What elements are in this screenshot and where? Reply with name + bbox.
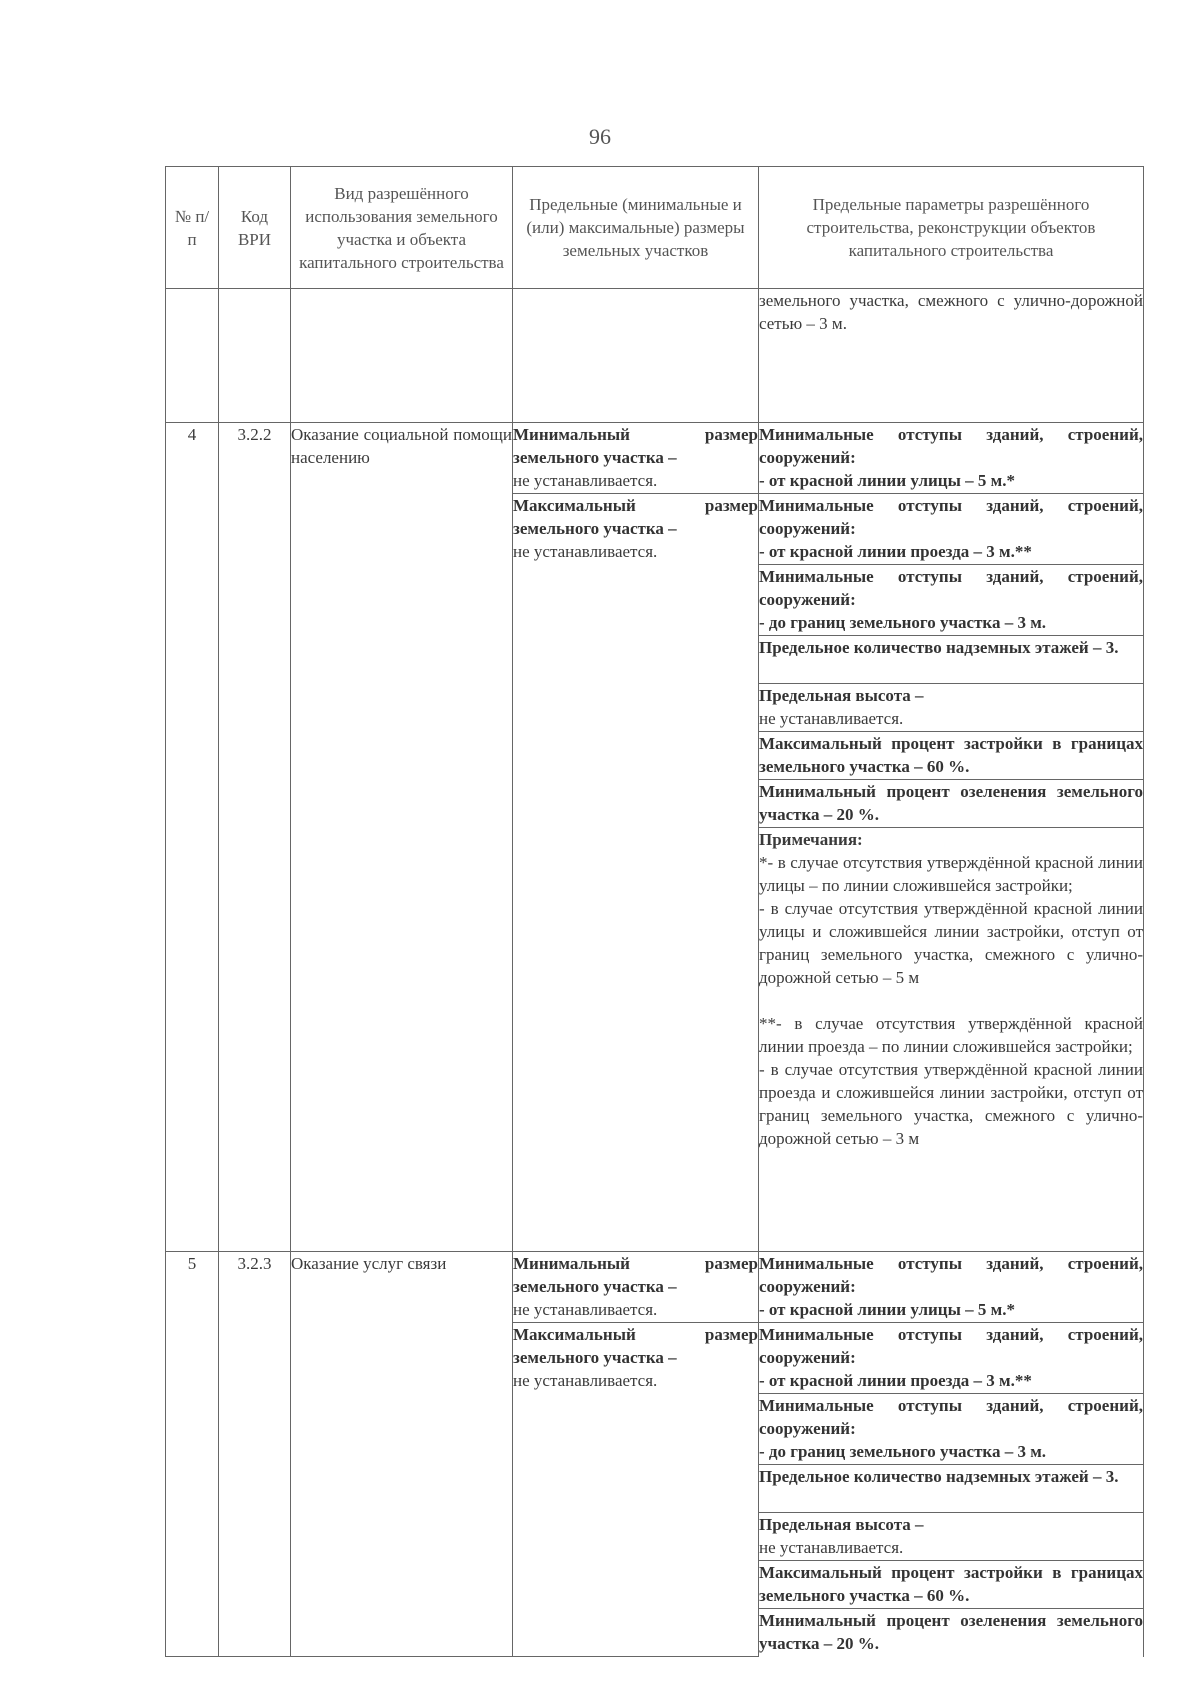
min-plot-size-value: не устанавливается.: [513, 471, 658, 490]
param-title: Предельная высота –: [759, 686, 924, 705]
param-value: - до границ земельного участка – 3 м.: [759, 613, 1047, 632]
param-offset-street: [759, 1252, 1144, 1323]
max-plot-size-title: Максимальный размер земельного участка –: [513, 1325, 758, 1367]
max-plot-size-title: Максимальный размер земельного участка –: [513, 496, 758, 538]
param-title: Минимальные отступы зданий, строений, сооружений:: [759, 425, 1143, 467]
param-greening: [759, 780, 1144, 828]
param-value: - от красной линии проезда – 3 м.**: [759, 542, 1032, 561]
row-number: 5: [166, 1252, 219, 1657]
note-text: - в случае отсутствия утверждённой красной линии улицы и сложившейся линии застройки, отступ от границ земельного участка, смежного с улично-дорожной сетью – 5 м: [759, 899, 1143, 987]
notes-title: Примечания:: [759, 830, 863, 849]
param-title: Минимальные отступы зданий, строений, сооружений:: [759, 1254, 1143, 1296]
row-number: 4: [166, 423, 219, 1252]
param-title: Максимальный процент застройки в границах земельного участка – 60 %.: [759, 734, 1143, 776]
notes: [759, 828, 1144, 1252]
param-value: - от красной линии проезда – 3 м.**: [759, 1371, 1032, 1390]
param-floors: [759, 636, 1144, 684]
max-plot-size: [513, 1323, 759, 1657]
param-offset-passage: [759, 494, 1144, 565]
table-header-row: [166, 167, 1144, 289]
min-plot-size-title: Минимальный размер земельного участка –: [513, 1254, 758, 1296]
page-number: 96: [589, 124, 611, 149]
param-value: - от красной линии улицы – 5 м.*: [759, 1300, 1015, 1319]
param-title: Предельная высота –: [759, 1515, 924, 1534]
continuation-text: земельного участка, смежного с улично-дорожной сетью – 3 м.: [759, 289, 1144, 423]
param-offset-boundary: [759, 565, 1144, 636]
note-text: **- в случае отсутствия утверждённой красной линии проезда – по линии сложившейся застройки;: [759, 1014, 1143, 1056]
param-offset-boundary: [759, 1394, 1144, 1465]
param-title: Предельное количество надземных этажей – 3.: [759, 1467, 1119, 1486]
min-plot-size-title: Минимальный размер земельного участка –: [513, 425, 758, 467]
param-offset-passage: [759, 1323, 1144, 1394]
header-use-type: Вид разрешённого использования земельного участка и объекта капитального строительства: [291, 167, 513, 289]
min-plot-size: [513, 1252, 759, 1323]
param-value: не устанавливается.: [759, 1538, 904, 1557]
note-text: - в случае отсутствия утверждённой красной линии проезда и сложившейся линии застройки, отступ от границ земельного участка, смежного с улично-дорожной сетью – 3 м: [759, 1060, 1143, 1148]
row-use-name: Оказание услуг связи: [291, 1252, 513, 1657]
max-plot-size-value: не устанавливается.: [513, 542, 658, 561]
param-coverage: [759, 1561, 1144, 1609]
param-title: Минимальные отступы зданий, строений, сооружений:: [759, 496, 1143, 538]
header-params: Предельные параметры разрешённого строительства, реконструкции объектов капитального строительства: [759, 167, 1144, 289]
param-height: [759, 684, 1144, 732]
param-value: - до границ земельного участка – 3 м.: [759, 1442, 1047, 1461]
header-num: № п/п: [166, 167, 219, 289]
param-coverage: [759, 732, 1144, 780]
note-text: *- в случае отсутствия утверждённой красной линии улицы – по линии сложившейся застройки;: [759, 853, 1143, 895]
row-code: 3.2.2: [219, 423, 291, 1252]
table-row-continuation: [166, 289, 1144, 423]
row-use-name: Оказание социальной помощи населению: [291, 423, 513, 1252]
row-code: 3.2.3: [219, 1252, 291, 1657]
max-plot-size-value: не устанавливается.: [513, 1371, 658, 1390]
param-value: не устанавливается.: [759, 709, 904, 728]
param-title: Минимальные отступы зданий, строений, сооружений:: [759, 1325, 1143, 1367]
param-title: Минимальный процент озеленения земельного участка – 20 %.: [759, 1611, 1143, 1653]
table-row: [166, 1252, 1144, 1323]
header-code: Код ВРИ: [219, 167, 291, 289]
param-floors: [759, 1465, 1144, 1513]
param-title: Минимальный процент озеленения земельного участка – 20 %.: [759, 782, 1143, 824]
table-row: [166, 423, 1144, 494]
param-title: Предельное количество надземных этажей – 3.: [759, 638, 1119, 657]
min-plot-size: [513, 423, 759, 494]
param-greening: [759, 1609, 1144, 1657]
header-plot-size: Предельные (минимальные и (или) максимальные) размеры земельных участков: [513, 167, 759, 289]
param-title: Максимальный процент застройки в границах земельного участка – 60 %.: [759, 1563, 1143, 1605]
param-height: [759, 1513, 1144, 1561]
min-plot-size-value: не устанавливается.: [513, 1300, 658, 1319]
param-title: Минимальные отступы зданий, строений, сооружений:: [759, 1396, 1143, 1438]
param-title: Минимальные отступы зданий, строений, сооружений:: [759, 567, 1143, 609]
max-plot-size: [513, 494, 759, 1252]
land-use-table: [165, 166, 1144, 1657]
param-offset-street: [759, 423, 1144, 494]
param-value: - от красной линии улицы – 5 м.*: [759, 471, 1015, 490]
